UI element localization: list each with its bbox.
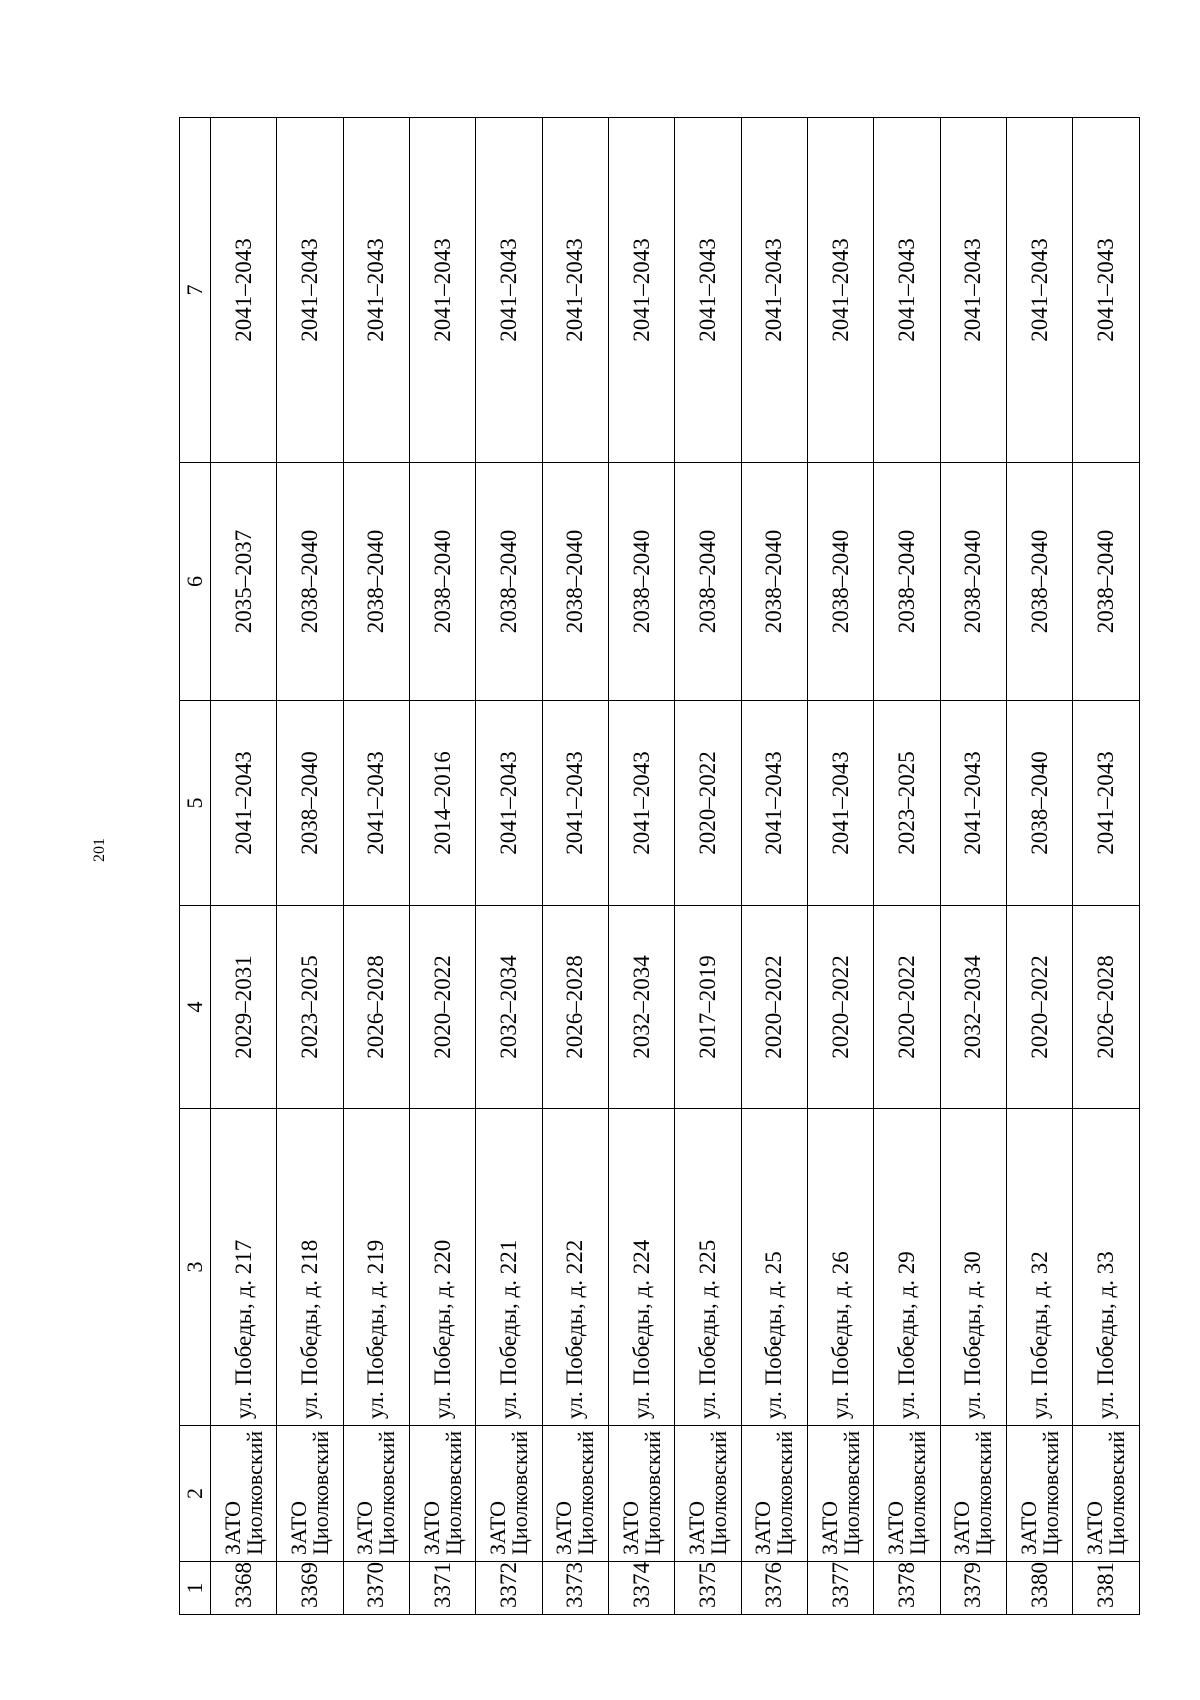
table-body	[211, 118, 1140, 1615]
period-col-6: 2038–2040	[741, 463, 807, 701]
address-cell: ул. Победы, д. 222	[542, 1109, 608, 1426]
period-col-5: 2041–2043	[940, 701, 1006, 906]
area-line-2: Циолковский	[308, 1430, 334, 1555]
area-line-1: ЗАТО	[1082, 1500, 1108, 1555]
area-cell	[343, 1426, 409, 1562]
area-cell	[874, 1426, 940, 1562]
area-line-1: ЗАТО	[418, 1500, 444, 1555]
period-col-7: 2041–2043	[542, 118, 608, 463]
area-line-2: Циолковский	[905, 1430, 931, 1555]
area-line-1: ЗАТО	[485, 1500, 511, 1555]
period-col-4: 2020–2022	[741, 906, 807, 1109]
period-col-7: 2041–2043	[874, 118, 940, 463]
period-col-4: 2017–2019	[675, 906, 741, 1109]
period-col-4: 2026–2028	[343, 906, 409, 1109]
period-col-6: 2038–2040	[675, 463, 741, 701]
area-line-2: Циолковский	[241, 1430, 267, 1555]
area-line-2: Циолковский	[772, 1430, 798, 1555]
period-col-4: 2029–2031	[211, 906, 277, 1109]
period-col-6: 2038–2040	[1007, 463, 1073, 701]
address-cell: ул. Победы, д. 221	[476, 1109, 542, 1426]
header-col-6: 6	[180, 463, 211, 701]
area-line-2: Циолковский	[374, 1430, 400, 1555]
row-number: 3372	[476, 1562, 542, 1615]
row-number: 3376	[741, 1562, 807, 1615]
header-col-1: 1	[180, 1562, 211, 1615]
area-cell	[940, 1426, 1006, 1562]
area-cell	[476, 1426, 542, 1562]
table-row	[211, 118, 277, 1615]
period-col-7: 2041–2043	[808, 118, 874, 463]
address-cell: ул. Победы, д. 25	[741, 1109, 807, 1426]
header-col-5: 5	[180, 701, 211, 906]
area-line-1: ЗАТО	[949, 1500, 975, 1555]
area-line-1: ЗАТО	[883, 1500, 909, 1555]
area-cell	[609, 1426, 675, 1562]
address-cell: ул. Победы, д. 224	[609, 1109, 675, 1426]
period-col-5: 2041–2043	[609, 701, 675, 906]
period-col-7: 2041–2043	[1073, 118, 1140, 463]
period-col-7: 2041–2043	[741, 118, 807, 463]
row-number: 3368	[211, 1562, 277, 1615]
period-col-7: 2041–2043	[343, 118, 409, 463]
period-col-7: 2041–2043	[940, 118, 1006, 463]
table-row	[277, 118, 343, 1615]
period-col-6: 2038–2040	[609, 463, 675, 701]
table-row	[476, 118, 542, 1615]
period-col-6: 2038–2040	[940, 463, 1006, 701]
area-line-1: ЗАТО	[816, 1500, 842, 1555]
address-cell: ул. Победы, д. 220	[410, 1109, 476, 1426]
period-col-5: 2041–2043	[542, 701, 608, 906]
row-number: 3381	[1073, 1562, 1140, 1615]
table-row	[542, 118, 608, 1615]
address-cell: ул. Победы, д. 30	[940, 1109, 1006, 1426]
table-row	[1073, 118, 1140, 1615]
period-col-5: 2038–2040	[277, 701, 343, 906]
period-col-4: 2020–2022	[1007, 906, 1073, 1109]
area-line-1: ЗАТО	[1015, 1500, 1041, 1555]
area-cell	[741, 1426, 807, 1562]
period-col-7: 2041–2043	[476, 118, 542, 463]
period-col-7: 2041–2043	[609, 118, 675, 463]
period-col-6: 2038–2040	[1073, 463, 1140, 701]
page-number: 201	[91, 838, 108, 862]
table-row	[808, 118, 874, 1615]
period-col-6: 2038–2040	[808, 463, 874, 701]
area-line-2: Циолковский	[706, 1430, 732, 1555]
period-col-4: 2020–2022	[808, 906, 874, 1109]
schedule-table	[179, 117, 1140, 1615]
table-row	[343, 118, 409, 1615]
row-number: 3373	[542, 1562, 608, 1615]
address-cell: ул. Победы, д. 217	[211, 1109, 277, 1426]
area-line-1: ЗАТО	[286, 1500, 312, 1555]
row-number: 3378	[874, 1562, 940, 1615]
area-cell	[410, 1426, 476, 1562]
header-col-4: 4	[180, 906, 211, 1109]
address-cell: ул. Победы, д. 219	[343, 1109, 409, 1426]
area-cell	[277, 1426, 343, 1562]
row-number: 3377	[808, 1562, 874, 1615]
period-col-6: 2038–2040	[476, 463, 542, 701]
row-number: 3369	[277, 1562, 343, 1615]
period-col-5: 2041–2043	[808, 701, 874, 906]
area-cell	[808, 1426, 874, 1562]
period-col-5: 2041–2043	[343, 701, 409, 906]
address-cell: ул. Победы, д. 33	[1073, 1109, 1140, 1426]
period-col-5: 2041–2043	[1073, 701, 1140, 906]
area-line-2: Циолковский	[1104, 1430, 1130, 1555]
period-col-7: 2041–2043	[675, 118, 741, 463]
period-col-7: 2041–2043	[211, 118, 277, 463]
area-cell	[542, 1426, 608, 1562]
header-col-2: 2	[180, 1426, 211, 1562]
area-line-2: Циолковский	[838, 1430, 864, 1555]
table-row	[1007, 118, 1073, 1615]
period-col-4: 2026–2028	[1073, 906, 1140, 1109]
area-line-2: Циолковский	[1037, 1430, 1063, 1555]
period-col-6: 2038–2040	[277, 463, 343, 701]
period-col-4: 2020–2022	[874, 906, 940, 1109]
period-col-5: 2038–2040	[1007, 701, 1073, 906]
row-number: 3375	[675, 1562, 741, 1615]
period-col-5: 2023–2025	[874, 701, 940, 906]
rotated-table-container	[179, 118, 1140, 1615]
table-header-row	[180, 118, 211, 1615]
table-row	[874, 118, 940, 1615]
row-number: 3380	[1007, 1562, 1073, 1615]
period-col-7: 2041–2043	[410, 118, 476, 463]
area-line-1: ЗАТО	[219, 1500, 245, 1555]
area-line-1: ЗАТО	[352, 1500, 378, 1555]
address-cell: ул. Победы, д. 218	[277, 1109, 343, 1426]
period-col-7: 2041–2043	[1007, 118, 1073, 463]
period-col-4: 2032–2034	[476, 906, 542, 1109]
row-number: 3371	[410, 1562, 476, 1615]
period-col-4: 2032–2034	[940, 906, 1006, 1109]
period-col-7: 2041–2043	[277, 118, 343, 463]
period-col-6: 2038–2040	[343, 463, 409, 701]
table-row	[741, 118, 807, 1615]
area-line-2: Циолковский	[507, 1430, 533, 1555]
period-col-5: 2041–2043	[741, 701, 807, 906]
area-line-2: Циолковский	[440, 1430, 466, 1555]
area-line-2: Циолковский	[639, 1430, 665, 1555]
period-col-6: 2038–2040	[542, 463, 608, 701]
address-cell: ул. Победы, д. 26	[808, 1109, 874, 1426]
address-cell: ул. Победы, д. 29	[874, 1109, 940, 1426]
period-col-6: 2038–2040	[410, 463, 476, 701]
period-col-4: 2020–2022	[410, 906, 476, 1109]
period-col-6: 2038–2040	[874, 463, 940, 701]
area-line-2: Циолковский	[573, 1430, 599, 1555]
area-line-1: ЗАТО	[617, 1500, 643, 1555]
period-col-4: 2023–2025	[277, 906, 343, 1109]
area-cell	[675, 1426, 741, 1562]
period-col-5: 2041–2043	[476, 701, 542, 906]
period-col-5: 2020–2022	[675, 701, 741, 906]
row-number: 3370	[343, 1562, 409, 1615]
table-row	[940, 118, 1006, 1615]
period-col-5: 2014–2016	[410, 701, 476, 906]
row-number: 3379	[940, 1562, 1006, 1615]
area-line-1: ЗАТО	[750, 1500, 776, 1555]
period-col-4: 2026–2028	[542, 906, 608, 1109]
table-row	[410, 118, 476, 1615]
period-col-4: 2032–2034	[609, 906, 675, 1109]
area-line-2: Циолковский	[971, 1430, 997, 1555]
period-col-6: 2035–2037	[211, 463, 277, 701]
table-row	[675, 118, 741, 1615]
area-cell	[211, 1426, 277, 1562]
area-line-1: ЗАТО	[684, 1500, 710, 1555]
area-cell	[1007, 1426, 1073, 1562]
period-col-5: 2041–2043	[211, 701, 277, 906]
area-cell	[1073, 1426, 1140, 1562]
row-number: 3374	[609, 1562, 675, 1615]
area-line-1: ЗАТО	[551, 1500, 577, 1555]
address-cell: ул. Победы, д. 225	[675, 1109, 741, 1426]
header-col-3: 3	[180, 1109, 211, 1426]
header-col-7: 7	[180, 118, 211, 463]
address-cell: ул. Победы, д. 32	[1007, 1109, 1073, 1426]
table-row	[609, 118, 675, 1615]
